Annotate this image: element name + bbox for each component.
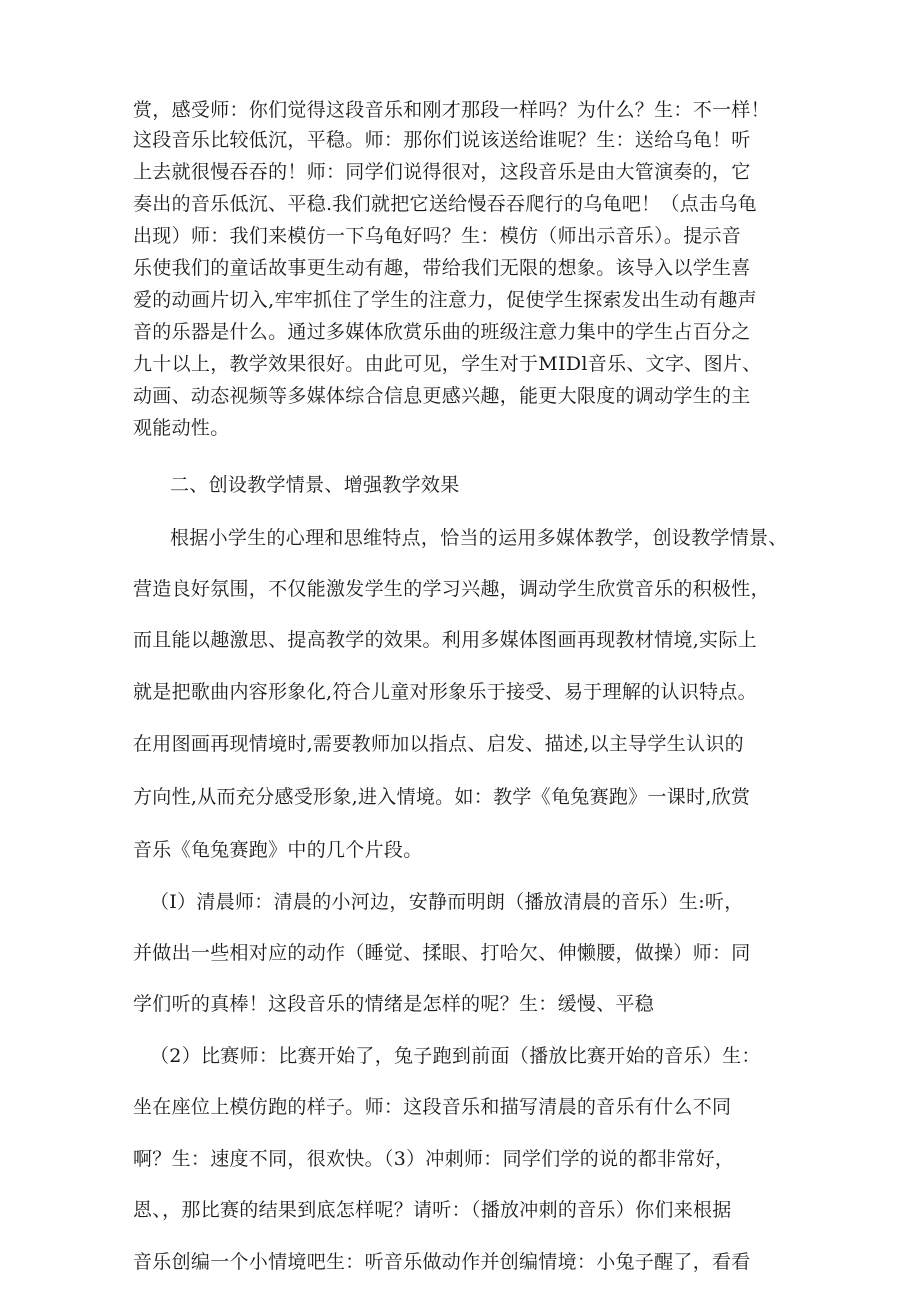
paragraph-line: 观能动性。 xyxy=(133,417,230,439)
paragraph-line: 并做出一些相对应的动作（睡觉、揉眼、打哈欠、伸懒腰，做操）师：同 xyxy=(133,942,751,964)
paragraph-line: 而且能以趣激思、提高教学的效果。利用多媒体图画再现教材情境,实际上 xyxy=(133,629,757,651)
paragraph-line: 音乐创编一个小情境吧生：听音乐做动作并创编情境：小兔子醒了，看看 xyxy=(133,1251,751,1273)
section-heading: 二、创设教学情景、增强教学效果 xyxy=(170,474,460,496)
paragraph-line: 恩、，那比赛的结果到底怎样呢？请听：（播放冲刺的音乐）你们来根据 xyxy=(133,1199,732,1221)
paragraph-line: 出现）师：我们来模仿一下乌龟好吗？生：模仿（师出示音乐）。提示音 xyxy=(133,225,742,247)
paragraph-line: （I）清晨师：清晨的小河边，安静而明朗（播放清晨的音乐）生:听， xyxy=(150,891,744,913)
paragraph-line: 在用图画再现情境时,需要教师加以指点、启发、描述,以主导学生认识的 xyxy=(133,733,744,755)
paragraph-line: 啊？生：速度不同，很欢快。（3）冲刺师：同学们学的说的都非常好， xyxy=(133,1148,735,1170)
paragraph-line: 爱的动画片切入,牢牢抓住了学生的注意力，促使学生探索发出生动有趣声 xyxy=(133,289,757,311)
paragraph-line: 乐使我们的童话故事更生动有趣，带给我们无限的想象。该导入以学生喜 xyxy=(133,257,751,279)
paragraph-line: 上去就很慢吞吞的！师：同学们说得很对，这段音乐是由大管演奏的，它 xyxy=(133,161,751,183)
paragraph-line: 赏，感受师：你们觉得这段音乐和刚才那段一样吗？为什么？生：不一样！ xyxy=(133,99,770,121)
paragraph-line: 音的乐器是什么。通过多媒体欣赏乐曲的班级注意力集中的学生占百分之 xyxy=(133,321,751,343)
paragraph-line: 根据小学生的心理和思维特点，恰当的运用多媒体教学，创设教学情景、 xyxy=(170,527,788,549)
paragraph-line: （2）比赛师：比赛开始了，兔子跑到前面（播放比赛开始的音乐）生： xyxy=(150,1045,761,1067)
paragraph-line: 奏出的音乐低沉、平稳.我们就把它送给慢吞吞爬行的乌龟吧！（点击乌龟 xyxy=(133,193,757,215)
paragraph-line: 动画、动态视频等多媒体综合信息更感兴趣，能更大限度的调动学生的主 xyxy=(133,385,751,407)
paragraph-line: 就是把歌曲内容形象化,符合儿童对形象乐于接受、易于理解的认识特点。 xyxy=(133,681,757,703)
paragraph-line: 九十以上，教学效果很好。由此可见，学生对于MIDl音乐、文字、图片、 xyxy=(133,353,762,375)
paragraph-line: 营造良好氛围，不仅能激发学生的学习兴趣，调动学生欣赏音乐的积极性， xyxy=(133,578,770,600)
paragraph-line: 音乐《龟兔赛跑》中的几个片段。 xyxy=(133,839,423,861)
paragraph-line: 方向性,从而充分感受形象,进入情境。如：教学《龟兔赛跑》一课时,欣赏 xyxy=(133,786,751,808)
paragraph-line: 这段音乐比较低沉，平稳。师：那你们说该送给谁呢？生：送给乌龟！听 xyxy=(133,129,751,151)
paragraph-line: 坐在座位上模仿跑的样子。师：这段音乐和描写清晨的音乐有什么不同 xyxy=(133,1096,732,1118)
paragraph-line: 学们听的真棒！这段音乐的情绪是怎样的呢？生：缓慢、平稳 xyxy=(133,993,655,1015)
